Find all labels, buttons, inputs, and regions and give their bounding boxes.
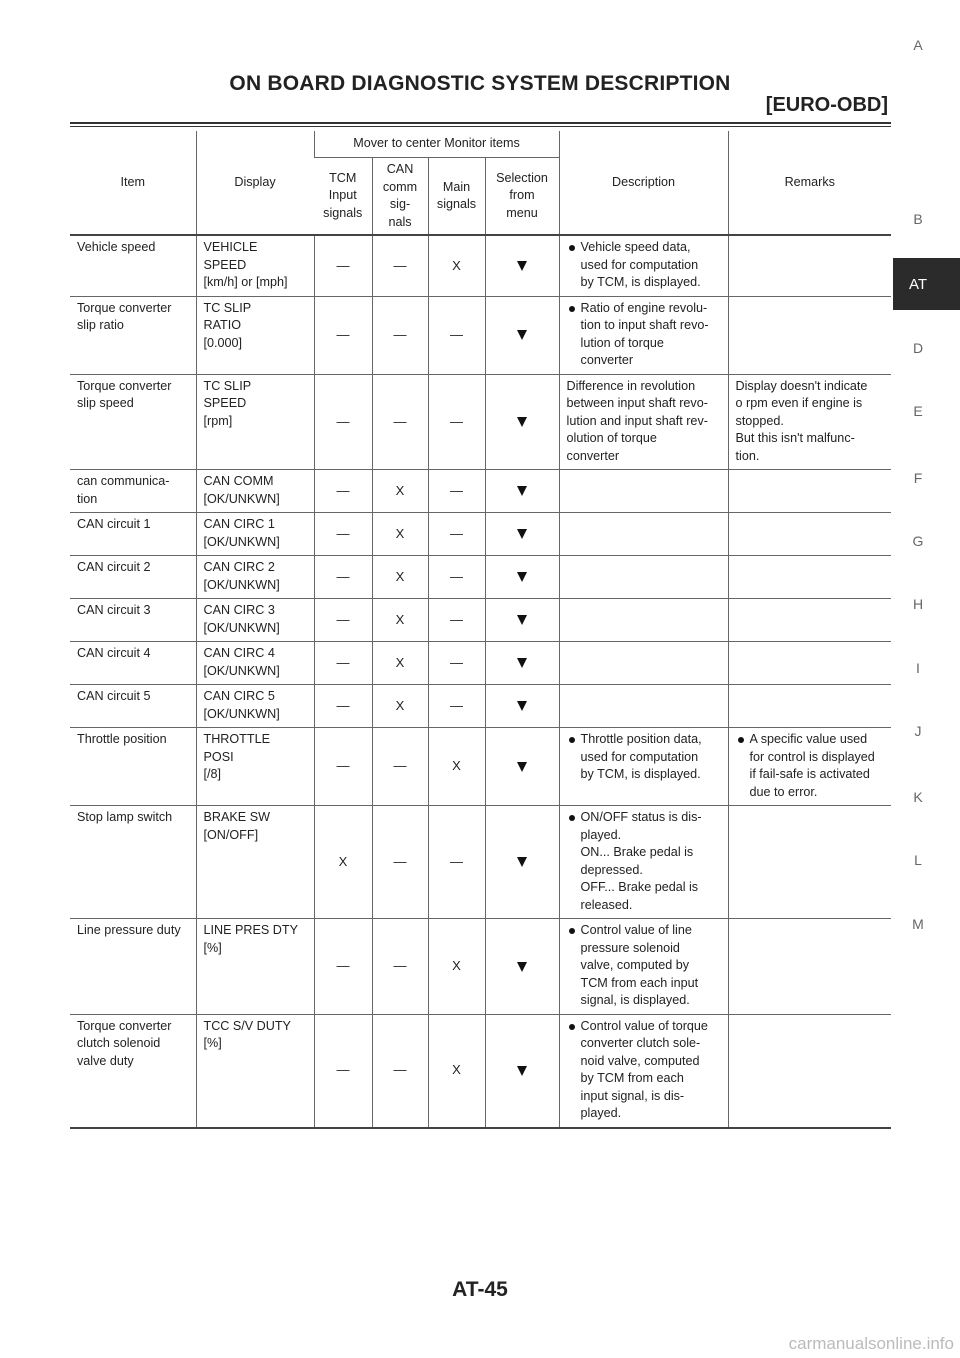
bullet-icon <box>738 737 744 743</box>
cell-item: CAN circuit 3 <box>70 599 196 642</box>
table-row <box>70 919 891 1015</box>
cell-selection <box>485 235 559 296</box>
cell-tcm: — <box>314 556 372 599</box>
cell-can: — <box>372 806 428 919</box>
cell-item: Throttle position <box>70 728 196 806</box>
cell-display: BRAKE SW [ON/OFF] <box>196 806 314 919</box>
cell-desc <box>559 919 728 1015</box>
page-number: AT-45 <box>452 1278 508 1301</box>
cell-tcm: — <box>314 470 372 513</box>
cell-selection <box>485 470 559 513</box>
triangle-down-icon <box>517 615 527 625</box>
cell-main: — <box>428 513 485 556</box>
cell-main: X <box>428 1014 485 1128</box>
side-index-letter[interactable]: F <box>913 470 923 486</box>
cell-desc <box>559 556 728 599</box>
side-index <box>893 0 960 1358</box>
cell-desc <box>559 685 728 728</box>
triangle-down-icon <box>517 572 527 582</box>
triangle-down-icon <box>517 486 527 496</box>
cell-can: — <box>372 235 428 296</box>
cell-remarks <box>728 806 891 919</box>
cell-text: ON/OFF status is dis- played. ON... Brake pedal is depressed. OFF... Brake pedal is released. <box>580 810 702 912</box>
side-index-active-tab[interactable]: AT <box>893 258 960 310</box>
watermark: carmanualsonline.info <box>788 1334 954 1353</box>
cell-display: CAN CIRC 4 [OK/UNKWN] <box>196 642 314 685</box>
header-tcm: TCM Input signals <box>314 158 372 236</box>
cell-desc: Difference in revolution between input shaft revo- lution and input shaft rev- olution of torque converter <box>559 374 728 470</box>
cell-remarks <box>728 685 891 728</box>
cell-tcm: — <box>314 919 372 1015</box>
cell-item: Torque converter slip ratio <box>70 296 196 374</box>
cell-can: X <box>372 599 428 642</box>
table-row <box>70 728 891 806</box>
cell-remarks <box>728 235 891 296</box>
cell-desc <box>559 806 728 919</box>
cell-can: X <box>372 513 428 556</box>
table-row <box>70 470 891 513</box>
cell-can: X <box>372 685 428 728</box>
bullet-icon <box>569 928 575 934</box>
cell-can: X <box>372 556 428 599</box>
cell-selection <box>485 728 559 806</box>
cell-item: CAN circuit 4 <box>70 642 196 685</box>
header-rule <box>70 122 891 124</box>
table-row <box>70 599 891 642</box>
cell-remarks <box>728 296 891 374</box>
cell-tcm: — <box>314 728 372 806</box>
cell-can: X <box>372 642 428 685</box>
table-row <box>70 235 891 296</box>
cell-main: — <box>428 599 485 642</box>
table-row <box>70 513 891 556</box>
cell-remarks <box>728 919 891 1015</box>
cell-main: — <box>428 642 485 685</box>
cell-desc <box>559 470 728 513</box>
header-display: Display <box>196 131 314 235</box>
bullet-icon <box>569 245 575 251</box>
cell-selection <box>485 599 559 642</box>
triangle-down-icon <box>517 261 527 271</box>
cell-tcm: — <box>314 685 372 728</box>
cell-can: — <box>372 919 428 1015</box>
cell-text: Control value of torque converter clutch sole- noid valve, computed by TCM from each input signal, is dis- played. <box>580 1018 708 1120</box>
cell-tcm: — <box>314 513 372 556</box>
cell-item: Torque converter clutch solenoid valve duty <box>70 1014 196 1128</box>
cell-tcm: X <box>314 806 372 919</box>
side-index-letter[interactable]: H <box>912 596 924 612</box>
cell-item: Line pressure duty <box>70 919 196 1015</box>
cell-item: can communica- tion <box>70 470 196 513</box>
cell-main: — <box>428 806 485 919</box>
triangle-down-icon <box>517 658 527 668</box>
table-row <box>70 556 891 599</box>
bullet-icon <box>569 306 575 312</box>
cell-selection <box>485 556 559 599</box>
header-rule-thin <box>70 126 891 127</box>
side-index-letter[interactable]: K <box>913 789 923 805</box>
header-group: Mover to center Monitor items <box>314 131 559 158</box>
table-row <box>70 296 891 374</box>
cell-main: — <box>428 374 485 470</box>
cell-can: — <box>372 374 428 470</box>
cell-main: X <box>428 235 485 296</box>
monitor-items-table <box>70 131 891 1129</box>
cell-desc <box>559 642 728 685</box>
cell-selection <box>485 513 559 556</box>
bullet-icon <box>569 737 575 743</box>
cell-can: — <box>372 1014 428 1128</box>
table-row <box>70 642 891 685</box>
triangle-down-icon <box>517 417 527 427</box>
cell-tcm: — <box>314 642 372 685</box>
cell-item: CAN circuit 2 <box>70 556 196 599</box>
cell-display: THROTTLE POSI [/8] <box>196 728 314 806</box>
cell-remarks <box>728 513 891 556</box>
side-index-letter[interactable]: M <box>912 916 924 932</box>
cell-item: Vehicle speed <box>70 235 196 296</box>
cell-display: CAN CIRC 5 [OK/UNKWN] <box>196 685 314 728</box>
cell-main: — <box>428 296 485 374</box>
cell-desc <box>559 728 728 806</box>
cell-display: CAN CIRC 2 [OK/UNKWN] <box>196 556 314 599</box>
cell-tcm: — <box>314 1014 372 1128</box>
cell-remarks <box>728 728 891 806</box>
cell-main: X <box>428 728 485 806</box>
triangle-down-icon <box>517 701 527 711</box>
cell-display: CAN COMM [OK/UNKWN] <box>196 470 314 513</box>
side-index-letter[interactable]: D <box>912 340 924 356</box>
cell-selection <box>485 919 559 1015</box>
section-subtitle: [EURO-OBD] <box>765 94 888 116</box>
table-body <box>70 235 891 1128</box>
cell-text: Control value of line pressure solenoid valve, computed by TCM from each input signal, is displayed. <box>580 923 699 1007</box>
cell-remarks <box>728 642 891 685</box>
cell-remarks <box>728 1014 891 1128</box>
side-index-letter[interactable]: G <box>912 533 924 549</box>
header-can: CAN comm sig- nals <box>372 158 428 236</box>
cell-selection <box>485 1014 559 1128</box>
cell-main: — <box>428 685 485 728</box>
cell-main: — <box>428 556 485 599</box>
cell-selection <box>485 374 559 470</box>
cell-can: — <box>372 728 428 806</box>
cell-can: X <box>372 470 428 513</box>
cell-selection <box>485 685 559 728</box>
cell-can: — <box>372 296 428 374</box>
header-description: Description <box>559 131 728 235</box>
cell-item: CAN circuit 1 <box>70 513 196 556</box>
cell-desc <box>559 1014 728 1128</box>
cell-text: Throttle position data, used for computation by TCM, is displayed. <box>580 732 702 781</box>
cell-text: A specific value used for control is displayed if fail-safe is activated due to error. <box>749 732 875 799</box>
cell-item: Stop lamp switch <box>70 806 196 919</box>
header-remarks: Remarks <box>728 131 891 235</box>
cell-text: Ratio of engine revolu- tion to input shaft revo- lution of torque converter <box>580 300 709 367</box>
cell-remarks <box>728 556 891 599</box>
cell-remarks: Display doesn't indicate o rpm even if engine is stopped. But this isn't malfunc- tion. <box>728 374 891 470</box>
cell-tcm: — <box>314 296 372 374</box>
triangle-down-icon <box>517 529 527 539</box>
table-row <box>70 1014 891 1128</box>
triangle-down-icon <box>517 857 527 867</box>
cell-display: TC SLIP RATIO [0.000] <box>196 296 314 374</box>
table-row <box>70 685 891 728</box>
triangle-down-icon <box>517 762 527 772</box>
side-index-letter[interactable]: L <box>914 852 922 868</box>
cell-display: CAN CIRC 3 [OK/UNKWN] <box>196 599 314 642</box>
side-index-letter[interactable]: I <box>916 660 920 676</box>
cell-selection <box>485 296 559 374</box>
cell-selection <box>485 642 559 685</box>
cell-remarks <box>728 599 891 642</box>
bullet-icon <box>569 815 575 821</box>
bullet-icon <box>569 1024 575 1030</box>
header-item: Item <box>120 174 145 189</box>
page-title: ON BOARD DIAGNOSTIC SYSTEM DESCRIPTION <box>229 72 731 95</box>
cell-desc <box>559 599 728 642</box>
cell-desc <box>559 513 728 556</box>
cell-main: — <box>428 470 485 513</box>
cell-text: Vehicle speed data, used for computation by TCM, is displayed. <box>580 240 701 289</box>
side-index-letter[interactable]: J <box>914 723 922 739</box>
triangle-down-icon <box>517 330 527 340</box>
cell-tcm: — <box>314 599 372 642</box>
cell-desc <box>559 235 728 296</box>
triangle-down-icon <box>517 1066 527 1076</box>
cell-tcm: — <box>314 235 372 296</box>
cell-selection <box>485 806 559 919</box>
cell-item: CAN circuit 5 <box>70 685 196 728</box>
cell-remarks <box>728 470 891 513</box>
side-index-letter[interactable]: E <box>913 403 923 419</box>
cell-display: CAN CIRC 1 [OK/UNKWN] <box>196 513 314 556</box>
table-row <box>70 374 891 470</box>
table-row <box>70 806 891 919</box>
cell-display: LINE PRES DTY [%] <box>196 919 314 1015</box>
header-selection: Selection from menu <box>485 158 559 236</box>
triangle-down-icon <box>517 962 527 972</box>
cell-display: TCC S/V DUTY [%] <box>196 1014 314 1128</box>
cell-desc <box>559 296 728 374</box>
cell-display: VEHICLE SPEED [km/h] or [mph] <box>196 235 314 296</box>
cell-main: X <box>428 919 485 1015</box>
cell-display: TC SLIP SPEED [rpm] <box>196 374 314 470</box>
side-index-letter[interactable]: B <box>913 211 923 227</box>
cell-item: Torque converter slip speed <box>70 374 196 470</box>
header-main: Main signals <box>428 158 485 236</box>
cell-tcm: — <box>314 374 372 470</box>
side-index-letter[interactable]: A <box>913 37 923 53</box>
